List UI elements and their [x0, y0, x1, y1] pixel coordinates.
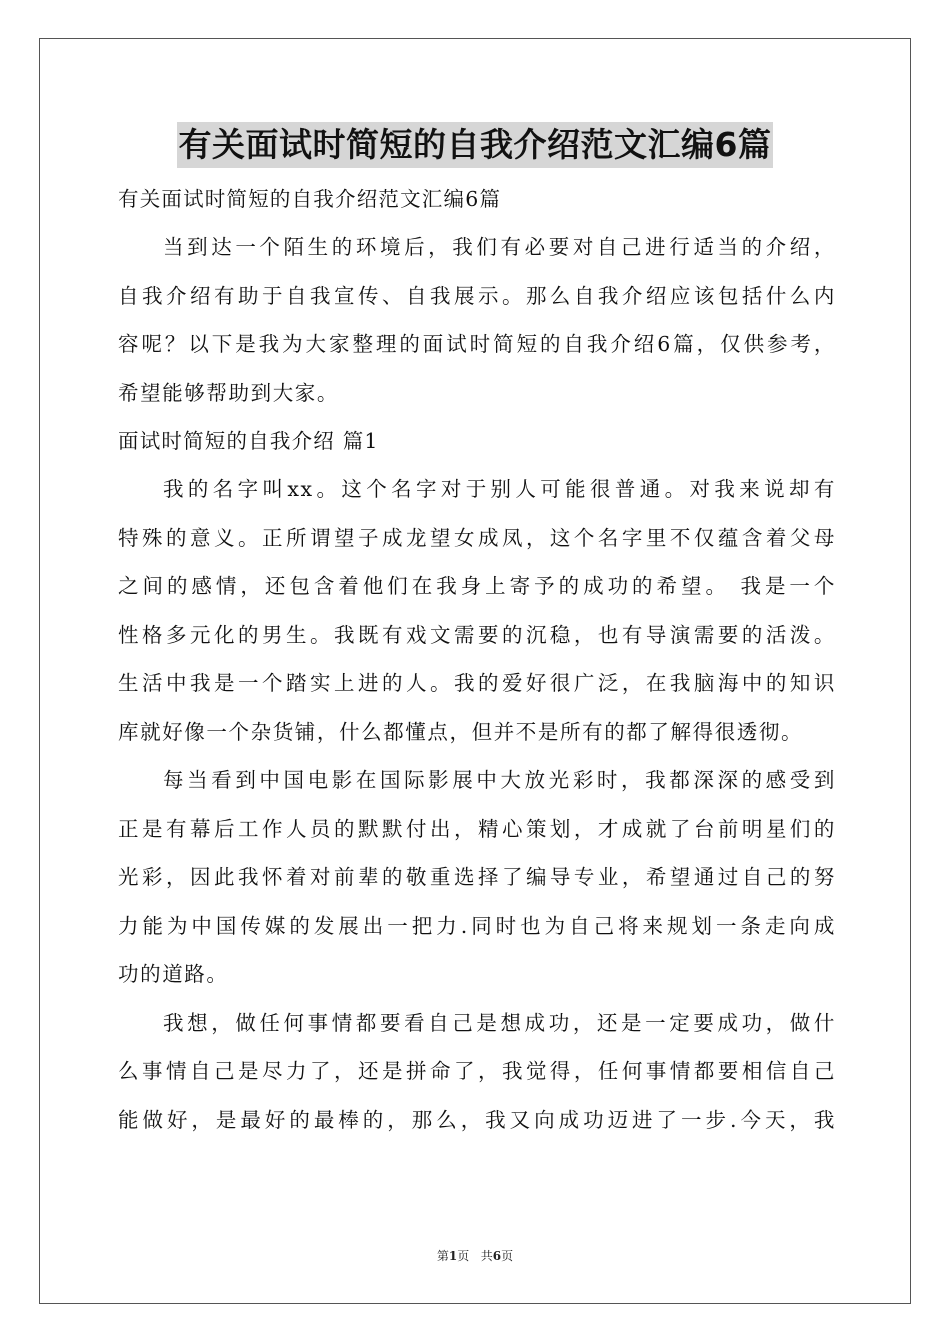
footer-total-prefix: 共	[480, 1249, 493, 1263]
intro-paragraph	[118, 223, 836, 417]
footer-total-pages: 6	[492, 1249, 502, 1263]
document-subtitle: 有关面试时简短的自我介绍范文汇编6篇	[118, 187, 502, 211]
paragraph-line: 正是有幕后工作人员的默默付出，精心策划，才成就了台前明星们的	[118, 816, 836, 841]
paragraph-line: 光彩，因此我怀着对前辈的敬重选择了编导专业，希望通过自己的努	[118, 865, 836, 889]
paragraph-line: 么事情自己是尽力了，还是拼命了，我觉得，任何事情都要相信自己	[118, 1059, 836, 1083]
document-title-text: 有关面试时简短的自我介绍范文汇编6篇	[177, 122, 774, 168]
document-title	[0, 122, 950, 168]
paragraph-line: 库就好像一个杂货铺，什么都懂点，但并不是所有的都了解得很透彻。	[118, 719, 804, 744]
page-footer	[0, 1247, 950, 1264]
paragraph-line: 力能为中国传媒的发展出一把力.同时也为自己将来规划一条走向成	[118, 913, 836, 938]
footer-page-suffix: 页	[457, 1249, 470, 1263]
section-heading: 面试时简短的自我介绍 篇1	[118, 429, 379, 453]
body-paragraph-1	[118, 465, 836, 756]
paragraph-line: 当到达一个陌生的环境后，我们有必要对自己进行适当的介绍，	[163, 235, 836, 259]
footer-page-number: 1	[448, 1249, 458, 1263]
paragraph-line: 希望能够帮助到大家。	[118, 380, 339, 405]
paragraph-line: 之间的感情，还包含着他们在我身上寄予的成功的希望。 我是一个	[118, 574, 836, 598]
document-body	[118, 175, 836, 1144]
paragraph-line: 性格多元化的男生。我既有戏文需要的沉稳，也有导演需要的活泼。	[118, 622, 836, 647]
footer-page-prefix: 第	[436, 1249, 449, 1263]
footer-total-suffix: 页	[501, 1249, 514, 1263]
paragraph-line: 我的名字叫xx。这个名字对于别人可能很普通。对我来说却有	[163, 477, 836, 501]
paragraph-line: 我想，做任何事情都要看自己是想成功，还是一定要成功，做什	[163, 1010, 836, 1035]
paragraph-line: 功的道路。	[118, 962, 229, 986]
paragraph-line: 特殊的意义。正所谓望子成龙望女成凤，这个名字里不仅蕴含着父母	[118, 525, 836, 550]
body-paragraph-3	[118, 999, 836, 1145]
body-paragraph-2	[118, 756, 836, 999]
paragraph-line: 容呢？以下是我为大家整理的面试时简短的自我介绍6篇，仅供参考，	[118, 332, 836, 356]
paragraph-line: 能做好，是最好的最棒的，那么，我又向成功迈进了一步.今天，我	[118, 1107, 836, 1132]
paragraph-line: 自我介绍有助于自我宣传、自我展示。那么自我介绍应该包括什么内	[118, 283, 836, 308]
paragraph-line: 生活中我是一个踏实上进的人。我的爱好很广泛，在我脑海中的知识	[118, 671, 836, 695]
paragraph-line: 每当看到中国电影在国际影展中大放光彩时，我都深深的感受到	[163, 768, 836, 792]
